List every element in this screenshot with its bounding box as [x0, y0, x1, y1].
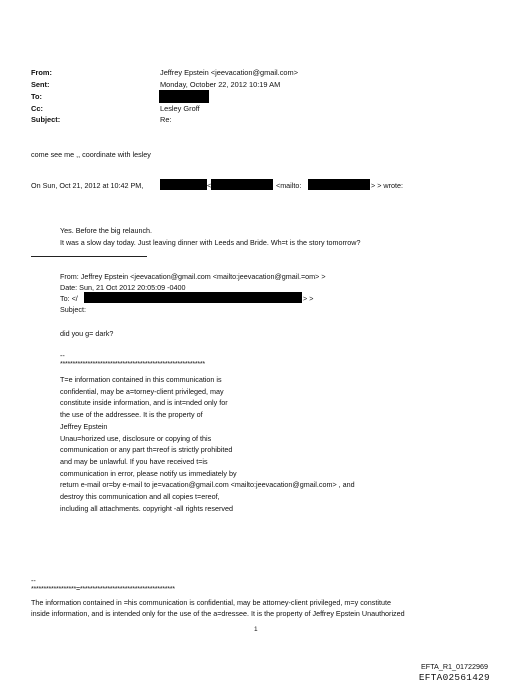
quote-intro-prefix: On Sun, Oct 21, 2012 at 10:42 PM,	[31, 181, 144, 190]
notice-line: T=e information contained in this communication is	[60, 375, 222, 384]
cc-label: Cc:	[31, 104, 43, 113]
quote-intro-lt: <	[207, 181, 212, 190]
reply-line-1: Yes. Before the big relaunch.	[60, 226, 153, 235]
quote-intro-suffix: > > wrote:	[371, 181, 403, 190]
cc-value: Lesley Groff	[160, 104, 200, 113]
fwd-from: From: Jeffrey Epstein <jeevacation@gmail.com <mailto:jeevacation@gmail.=om> >	[60, 272, 326, 281]
notice-line: including all attachments. copyright -all rights reserved	[60, 503, 233, 513]
redaction-fwd-to	[84, 292, 302, 303]
fwd-dashes: --	[60, 351, 65, 360]
redaction-name	[160, 179, 207, 190]
subject-label: Subject:	[31, 115, 61, 124]
notice-line: and may be unlawful. If you have received t=is	[60, 456, 208, 466]
notice-line: the use of the addressee. It is the property of	[60, 410, 203, 420]
notice-line: communication or any part th=reof is strictly prohibited	[60, 445, 233, 455]
body-line: come see me ,, coordinate with lesley	[31, 150, 151, 159]
notice-line: communication in error, please notify us immediately by	[60, 468, 237, 478]
notice-line: return e-mail or=by e-mail to je=vacation@gmail.com <mailto:jeevacation@gmail.com> , and	[60, 480, 355, 490]
from-label: From:	[31, 68, 52, 77]
reply-line-2: It was a slow day today. Just leaving dinner with Leeds and Bride. Wh=t is the story tomorrow?	[60, 238, 361, 247]
page-number: 1	[254, 626, 258, 633]
footer-line-2: inside information, and is intended only for the use of the a=dressee. It is the property of Jeffrey Epstein Unauthorized	[31, 609, 405, 618]
notice-line: constitute inside information, and is int=nded only for	[60, 398, 228, 408]
fwd-date: Date: Sun, 21 Oct 2012 20:05:09 -0400	[60, 283, 186, 292]
fwd-to-prefix: To: </	[60, 294, 78, 303]
bates-bottom: EFTA02561429	[418, 672, 490, 683]
sent-value: Monday, October 22, 2012 10:19 AM	[160, 80, 281, 89]
notice-line: confidential, may be a=torney-client privileged, may	[60, 386, 224, 396]
fwd-subject: Subject:	[60, 305, 86, 314]
notice-line: Unau=horized use, disclosure or copying of this	[60, 433, 212, 443]
bates-top: EFTA_R1_01722969	[421, 662, 488, 671]
sent-label: Sent:	[31, 80, 50, 89]
notice-line: destroy this communication and all copies t=ereof,	[60, 492, 220, 501]
fwd-to-suffix: > >	[303, 294, 314, 303]
footer-stars: ******************=**************************************	[31, 584, 175, 593]
from-value: Jeffrey Epstein <jeevacation@gmail.com>	[160, 68, 299, 77]
redaction-to	[159, 90, 209, 103]
footer-dashes: --	[31, 576, 36, 585]
separator-rule	[31, 256, 147, 257]
quote-intro-mailto: <mailto:	[276, 181, 302, 190]
notice-line: Jeffrey Epstein	[60, 421, 108, 431]
to-label: To:	[31, 92, 42, 101]
subject-value: Re:	[160, 115, 172, 124]
fwd-body: did you g= dark?	[60, 329, 114, 338]
redaction-mailto	[308, 179, 370, 190]
redaction-email	[211, 179, 273, 190]
footer-line-1: The information contained in =his communication is confidential, may be attorney-client privileged, m=y constitute	[31, 598, 391, 607]
fwd-stars: **********************************************************	[60, 359, 205, 368]
